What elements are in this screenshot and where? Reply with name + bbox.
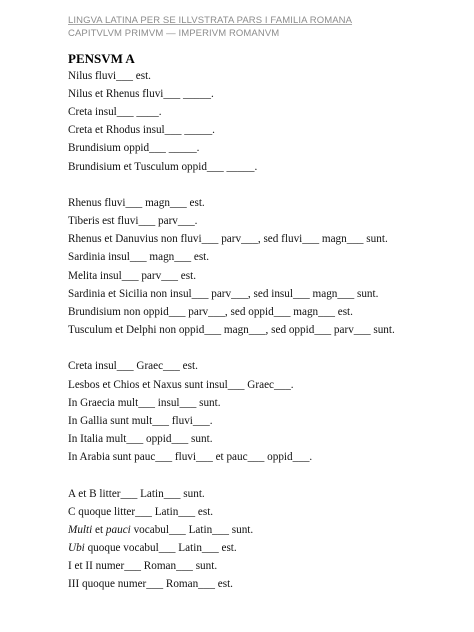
exercise-title: PENSVM A bbox=[68, 51, 135, 66]
exercise-line bbox=[68, 123, 215, 137]
exercise-text: Brundisium non oppid___ parv___, sed oppid___ magn___ est. bbox=[68, 305, 353, 318]
italic-word: pauci bbox=[105, 523, 131, 536]
header-book-title: LINGVA LATINA PER SE ILLVSTRATA PARS I FAMILIA ROMANA bbox=[68, 15, 353, 26]
italic-word: Multi bbox=[68, 523, 93, 536]
exercise-line bbox=[68, 414, 213, 428]
page-header bbox=[68, 14, 352, 40]
exercise-line bbox=[68, 160, 257, 174]
exercise-line bbox=[68, 105, 162, 119]
exercise-line bbox=[68, 250, 209, 264]
exercise-line bbox=[68, 196, 205, 210]
exercise-line bbox=[68, 87, 214, 101]
exercise-line bbox=[68, 214, 197, 228]
exercise-line bbox=[68, 577, 233, 591]
exercise-text: quoque vocabul___ Latin___ est. bbox=[84, 541, 237, 554]
exercise-line bbox=[68, 269, 196, 283]
exercise-text: Tiberis est fluvi___ parv___. bbox=[68, 215, 198, 228]
exercise-text: Rhenus et Danuvius non fluvi___ parv___, sed fluvi___ magn___ sunt. bbox=[68, 233, 388, 246]
exercise-text: Creta et Rhodus insul___ _____. bbox=[68, 124, 215, 137]
exercise-line bbox=[68, 69, 151, 83]
exercise-line bbox=[68, 432, 213, 446]
exercise-text: Brundisium oppid___ _____. bbox=[68, 142, 200, 155]
exercise-text: vocabul___ Latin___ sunt. bbox=[130, 523, 254, 536]
exercise-line bbox=[68, 359, 198, 373]
exercise-line bbox=[68, 396, 221, 410]
exercise-text: Creta insul___ ____. bbox=[68, 106, 162, 119]
exercise-text: In Graecia mult___ insul___ sunt. bbox=[68, 396, 221, 409]
exercise-text: III quoque numer___ Roman___ est. bbox=[68, 578, 233, 590]
exercise-text: In Italia mult___ oppid___ sunt. bbox=[68, 432, 213, 445]
exercise-line bbox=[68, 141, 199, 155]
exercise-text: Lesbos et Chios et Naxus sunt insul___ Graec___. bbox=[68, 378, 294, 391]
exercise-line bbox=[68, 523, 253, 537]
exercise-text: A et B litter___ Latin___ sunt. bbox=[68, 487, 205, 500]
exercise-text: Creta insul___ Graec___ est. bbox=[68, 360, 198, 373]
exercise-line bbox=[68, 305, 353, 319]
exercise-line bbox=[68, 541, 237, 555]
exercise-text: Nilus fluvi___ est. bbox=[68, 70, 151, 82]
exercise-text: Nilus et Rhenus fluvi___ _____. bbox=[68, 88, 214, 101]
exercise-line bbox=[68, 287, 378, 301]
exercise-text: Tusculum et Delphi non oppid___ magn___, sed oppid___ parv___ sunt. bbox=[68, 323, 395, 336]
italic-word: Ubi bbox=[68, 541, 85, 554]
exercise-text: Melita insul___ parv___ est. bbox=[68, 269, 197, 282]
exercise-text: I et II numer___ Roman___ sunt. bbox=[68, 559, 218, 572]
exercise-text: In Arabia sunt pauc___ fluvi___ et pauc___ oppid___. bbox=[68, 450, 313, 463]
exercise-text: Rhenus fluvi___ magn___ est. bbox=[68, 197, 205, 210]
exercise-text: In Gallia sunt mult___ fluvi___. bbox=[68, 414, 213, 427]
exercise-line bbox=[68, 378, 294, 392]
exercise-line bbox=[68, 232, 388, 246]
exercise-line bbox=[68, 487, 205, 501]
exercise-line bbox=[68, 505, 213, 519]
exercise-text: Sardinia et Sicilia non insul___ parv___, sed insul___ magn___ sunt. bbox=[68, 287, 379, 300]
header-chapter-title: CAPITVLVM PRIMVM — IMPERIVM ROMANVM bbox=[68, 28, 280, 39]
exercise-line bbox=[68, 450, 312, 464]
exercise-line bbox=[68, 559, 217, 573]
exercise-line bbox=[68, 323, 395, 337]
exercise-text: Brundisium et Tusculum oppid___ _____. bbox=[68, 160, 258, 173]
exercise-text: et bbox=[92, 523, 106, 536]
exercise-text: Sardinia insul___ magn___ est. bbox=[68, 251, 210, 264]
exercise-text: C quoque litter___ Latin___ est. bbox=[68, 505, 214, 518]
